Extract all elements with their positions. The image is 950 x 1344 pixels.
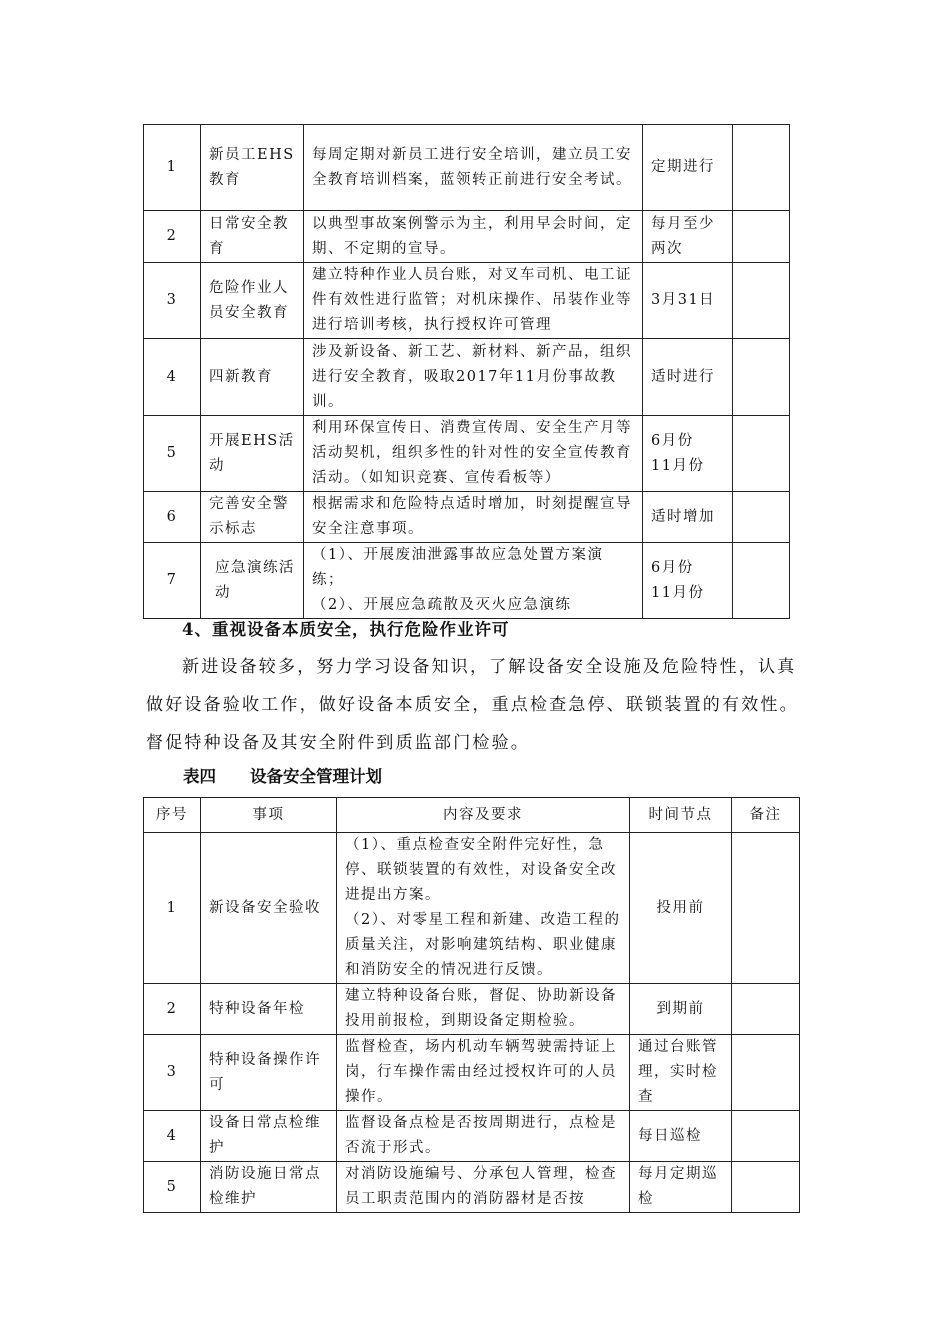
- table-row: [144, 339, 790, 416]
- row-remark: [732, 833, 800, 984]
- row-content: 建立特种作业人员台账，对叉车司机、电工证件有效性进行监管；对机床操作、吊装作业等进行培训考核，执行授权许可管理: [304, 263, 643, 339]
- row-item: 开展EHS活动: [201, 416, 304, 492]
- row-remark: [733, 416, 790, 492]
- table-caption-number: 表四: [183, 767, 216, 786]
- section-paragraph: 新进设备较多，努力学习设备知识，了解设备安全设施及危险特性，认真做好设备验收工作，做好设备本质安全，重点检查急停、联锁装置的有效性。督促特种设备及其安全附件到质监部门检验。: [146, 657, 799, 753]
- row-time: 6月份 11月份: [643, 416, 733, 492]
- row-item: 四新教育: [201, 339, 304, 416]
- row-number: 1: [144, 833, 201, 984]
- row-content: 对消防设施编号、分承包人管理，检查员工职责范围内的消防器材是否按: [337, 1162, 630, 1213]
- row-remark: [733, 125, 790, 211]
- row-content: 监督设备点检是否按周期进行，点检是否流于形式。: [337, 1111, 630, 1162]
- row-number: 6: [144, 492, 201, 543]
- table-row: [144, 125, 790, 211]
- section-heading: 4、重视设备本质安全，执行危险作业许可: [182, 620, 510, 639]
- row-time: 3月31日: [643, 263, 733, 339]
- row-item: 新设备安全验收: [201, 833, 337, 984]
- row-content: 涉及新设备、新工艺、新材料、新产品，组织进行安全教育，吸取2017年11月份事故教训。: [304, 339, 643, 416]
- row-remark: [732, 1111, 800, 1162]
- row-item: 特种设备年检: [201, 984, 337, 1035]
- table-row: [144, 1111, 800, 1162]
- row-item: 日常安全教育: [201, 211, 304, 263]
- table-caption-title: 设备安全管理计划: [250, 767, 382, 786]
- row-remark: [733, 339, 790, 416]
- header-time: 时间节点: [630, 798, 732, 833]
- table-row: [144, 492, 790, 543]
- table-row: [144, 1035, 800, 1111]
- row-item: 危险作业人员安全教育: [201, 263, 304, 339]
- row-content: 监督检查，场内机动车辆驾驶需持证上岗，行车操作需由经过授权许可的人员操作。: [337, 1035, 630, 1111]
- row-content: 建立特种设备台账，督促、协助新设备投用前报检，到期设备定期检验。: [337, 984, 630, 1035]
- row-time: 定期进行: [643, 125, 733, 211]
- row-number: 7: [144, 543, 201, 619]
- table-header-row: [144, 798, 800, 833]
- row-content: （1）、开展废油泄露事故应急处置方案演练； （2）、开展应急疏散及灭火应急演练: [304, 543, 643, 619]
- row-time: 到期前: [630, 984, 732, 1035]
- table-row: [144, 1162, 800, 1213]
- row-item: 应急演练活动: [201, 543, 304, 619]
- row-remark: [733, 263, 790, 339]
- table-row: [144, 984, 800, 1035]
- row-item: 设备日常点检维护: [201, 1111, 337, 1162]
- row-number: 2: [144, 984, 201, 1035]
- row-number: 4: [144, 339, 201, 416]
- row-remark: [733, 543, 790, 619]
- row-content: （1）、重点检查安全附件完好性，急停、联锁装置的有效性，对设备安全改进提出方案。 （2）、对零星工程和新建、改造工程的质量关注，对影响建筑结构、职业健康和消防安全的情况进行反馈。: [337, 833, 630, 984]
- row-remark: [732, 1162, 800, 1213]
- row-number: 4: [144, 1111, 201, 1162]
- row-number: 3: [144, 1035, 201, 1111]
- equipment-safety-plan-table: [143, 797, 800, 1213]
- row-item: 消防设施日常点检维护: [201, 1162, 337, 1213]
- row-item: 新员工EHS教育: [201, 125, 304, 211]
- row-content: 以典型事故案例警示为主，利用早会时间，定期、不定期的宣导。: [304, 211, 643, 263]
- row-content: 根据需求和危险特点适时增加，时刻提醒宣导安全注意事项。: [304, 492, 643, 543]
- row-number: 5: [144, 416, 201, 492]
- row-item: 特种设备操作许可: [201, 1035, 337, 1111]
- row-remark: [733, 492, 790, 543]
- education-plan-table: [143, 124, 790, 619]
- row-remark: [732, 984, 800, 1035]
- table-row: [144, 833, 800, 984]
- table-row: [144, 263, 790, 339]
- row-number: 5: [144, 1162, 201, 1213]
- header-number: 序号: [144, 798, 201, 833]
- table-row: [144, 416, 790, 492]
- row-time: 6月份 11月份: [643, 543, 733, 619]
- row-remark: [733, 211, 790, 263]
- header-item: 事项: [201, 798, 337, 833]
- table-row: [144, 543, 790, 619]
- table-row: [144, 211, 790, 263]
- row-time: 适时增加: [643, 492, 733, 543]
- row-content: 利用环保宣传日、消费宣传周、安全生产月等活动契机，组织多性的针对性的安全宣传教育活动。（如知识竞赛、宣传看板等）: [304, 416, 643, 492]
- row-time: 适时进行: [643, 339, 733, 416]
- row-time: 通过台账管理，实时检查: [630, 1035, 732, 1111]
- row-time: 投用前: [630, 833, 732, 984]
- row-remark: [732, 1035, 800, 1111]
- header-remark: 备注: [732, 798, 800, 833]
- row-time: 每月至少两次: [643, 211, 733, 263]
- row-time: 每日巡检: [630, 1111, 732, 1162]
- row-content: 每周定期对新员工进行安全培训，建立员工安全教育培训档案，蓝领转正前进行安全考试。: [304, 125, 643, 211]
- row-number: 2: [144, 211, 201, 263]
- row-number: 1: [144, 125, 201, 211]
- header-content: 内容及要求: [337, 798, 630, 833]
- row-number: 3: [144, 263, 201, 339]
- row-item: 完善安全警示标志: [201, 492, 304, 543]
- row-time: 每月定期巡检: [630, 1162, 732, 1213]
